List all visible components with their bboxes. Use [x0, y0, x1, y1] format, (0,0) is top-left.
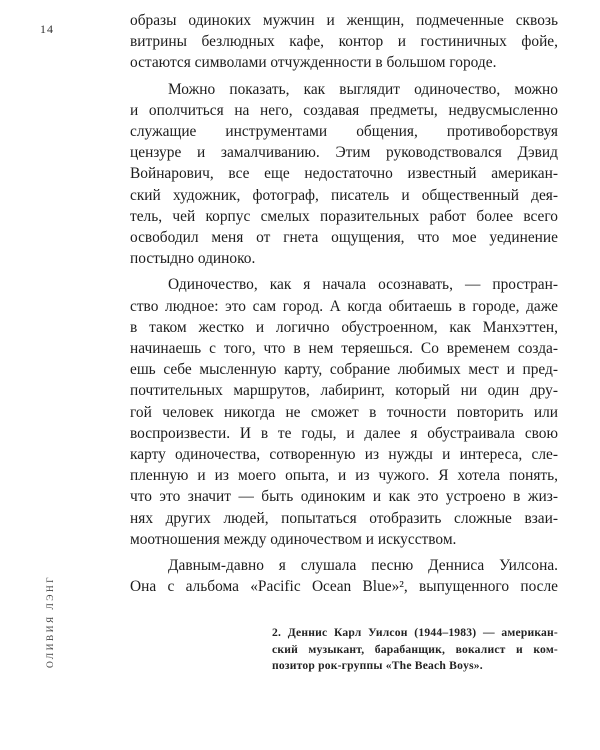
- text-line: карту одиночества, сотворенную из нужды и интереса, сле-: [130, 446, 558, 464]
- text-line: цензуре и замалчиванию. Этим руководствовался Дэвид: [130, 144, 558, 162]
- text-line: Войнарович, все еще недостаточно известный американ-: [130, 165, 558, 183]
- text-line: постыдно одиноко.: [130, 250, 256, 268]
- text-line: ешь себе мысленную карту, собрание любимых мест и пред-: [130, 361, 558, 379]
- text-line: Давным-давно я слушала песню Денниса Уилсона.: [168, 557, 558, 575]
- paragraph: [130, 10, 558, 74]
- footnote-line: 2. Деннис Карл Уилсон (1944–1983) — американ-: [272, 626, 558, 639]
- page-number: 14: [40, 22, 54, 36]
- text-line: почтительных маршрутов, лабиринт, который ни один дру-: [130, 382, 558, 400]
- paragraph: [130, 79, 558, 270]
- text-line: и ополчиться на него, создавая предметы, недвусмысленно: [130, 101, 558, 119]
- text-line: в таком жестко и логично обустроенном, как Манхэттен,: [130, 318, 558, 336]
- text-line: начинаешь с того, что в нем теряешься. Со временем созда-: [130, 340, 558, 358]
- text-line: витрины безлюдных кафе, контор и гостиничных фойе,: [130, 33, 558, 51]
- text-line: ский художник, фотограф, писатель и общественный дея-: [130, 186, 558, 204]
- paragraph: [130, 274, 558, 550]
- text-line: что это значит — быть одиноким и как это устроено в жиз-: [130, 488, 558, 506]
- text-line: нях других людей, попытаться отобразить сложные взаи-: [130, 509, 558, 527]
- text-line: моотношения между одиночеством и искусством.: [130, 530, 457, 548]
- text-line: остаются символами отчужденности в большом городе.: [130, 54, 497, 72]
- text-line: служащие инструментами общения, противоборствуя: [130, 123, 558, 141]
- text-line: ство людное: это сам город. А когда обитаешь в городе, даже: [130, 297, 558, 315]
- paragraph: [130, 555, 558, 597]
- text-line: Она с альбома «Pacific Ocean Blue»², выпущенного после: [130, 578, 558, 596]
- footnote-line: позитор рок-группы «The Beach Boys».: [272, 659, 483, 672]
- text-line: гой человек никогда не сможет в точности повторить или: [130, 403, 558, 421]
- text-line: Можно показать, как выглядит одиночество, можно: [168, 80, 558, 98]
- text-line: воспроизвести. И в те годы, и далее я обустраивала свою: [130, 424, 558, 442]
- main-text: [130, 10, 558, 597]
- text-line: тель, чей корпус смелых поразительных работ более всего: [130, 207, 558, 225]
- footnote-line: ский музыкант, барабанщик, вокалист и ком-: [272, 642, 558, 656]
- text-line: Одиночество, как я начала осознавать, — простран-: [168, 276, 558, 294]
- text-line: освободил меня от гнета ощущения, что мое уединение: [130, 229, 558, 247]
- footnote: [272, 625, 558, 675]
- text-line: образы одиноких мужчин и женщин, подмеченные сквозь: [130, 12, 558, 29]
- running-head-author: ОЛИВИЯ ЛЭНГ: [46, 574, 56, 668]
- text-line: пленную и из моего опыта, и из чужого. Я хотела понять,: [130, 467, 558, 485]
